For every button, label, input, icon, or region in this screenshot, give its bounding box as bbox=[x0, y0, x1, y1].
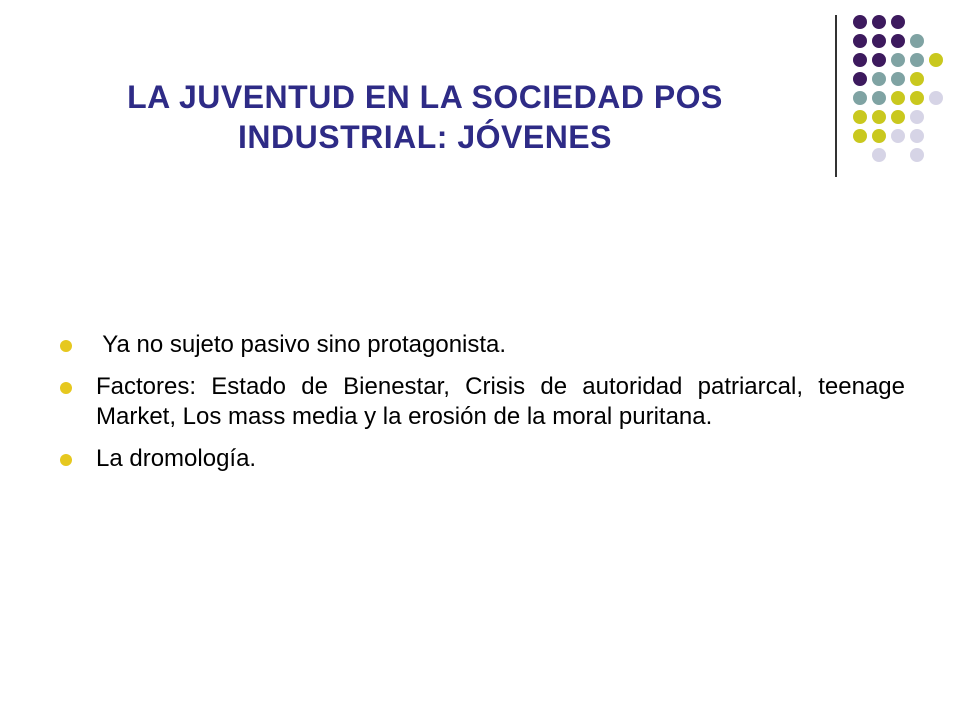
bullet-icon bbox=[60, 340, 72, 352]
decorative-dot bbox=[910, 110, 924, 124]
decorative-dot bbox=[891, 91, 905, 105]
decorative-dot bbox=[853, 91, 867, 105]
decorative-dot bbox=[891, 129, 905, 143]
list-item bbox=[60, 444, 905, 474]
title-line-1: LA JUVENTUD EN LA SOCIEDAD POS bbox=[127, 79, 723, 116]
decorative-dot bbox=[910, 72, 924, 86]
decorative-dot bbox=[853, 72, 867, 86]
decorative-dot bbox=[872, 148, 886, 162]
decorative-dot bbox=[910, 129, 924, 143]
decorative-dot bbox=[891, 34, 905, 48]
bullet-text: Factores: Estado de Bienestar, Crisis de autoridad patriarcal, teenage Market, Los mass media y la erosión de la moral puritana. bbox=[96, 373, 905, 430]
decorative-dot bbox=[853, 15, 867, 29]
decorative-dot bbox=[853, 34, 867, 48]
bullet-list bbox=[60, 330, 905, 486]
decorative-dot bbox=[872, 110, 886, 124]
decorative-dot bbox=[910, 53, 924, 67]
bullet-icon bbox=[60, 454, 72, 466]
decorative-dot bbox=[891, 110, 905, 124]
decorative-dot bbox=[910, 91, 924, 105]
list-item bbox=[60, 372, 905, 432]
decorative-dot bbox=[929, 91, 943, 105]
list-item bbox=[60, 330, 905, 360]
bullet-icon bbox=[60, 382, 72, 394]
decorative-dot bbox=[853, 53, 867, 67]
decorative-dot bbox=[872, 72, 886, 86]
decorative-dot bbox=[853, 129, 867, 143]
title-line-2: INDUSTRIAL: JÓVENES bbox=[238, 119, 612, 156]
decorative-dot bbox=[853, 110, 867, 124]
decorative-dot bbox=[910, 148, 924, 162]
decorative-dot bbox=[910, 34, 924, 48]
decorative-dot bbox=[872, 53, 886, 67]
decorative-dot bbox=[872, 91, 886, 105]
decorative-dot bbox=[891, 53, 905, 67]
decorative-dot bbox=[891, 15, 905, 29]
decorative-dot bbox=[929, 53, 943, 67]
decorative-dot bbox=[872, 34, 886, 48]
decorative-dot bbox=[891, 72, 905, 86]
decorative-dot-grid bbox=[0, 0, 960, 200]
bullet-text: La dromología. bbox=[96, 445, 257, 472]
decorative-dot bbox=[872, 129, 886, 143]
bullet-text: Ya no sujeto pasivo sino protagonista. bbox=[96, 331, 507, 358]
decorative-dot bbox=[872, 15, 886, 29]
